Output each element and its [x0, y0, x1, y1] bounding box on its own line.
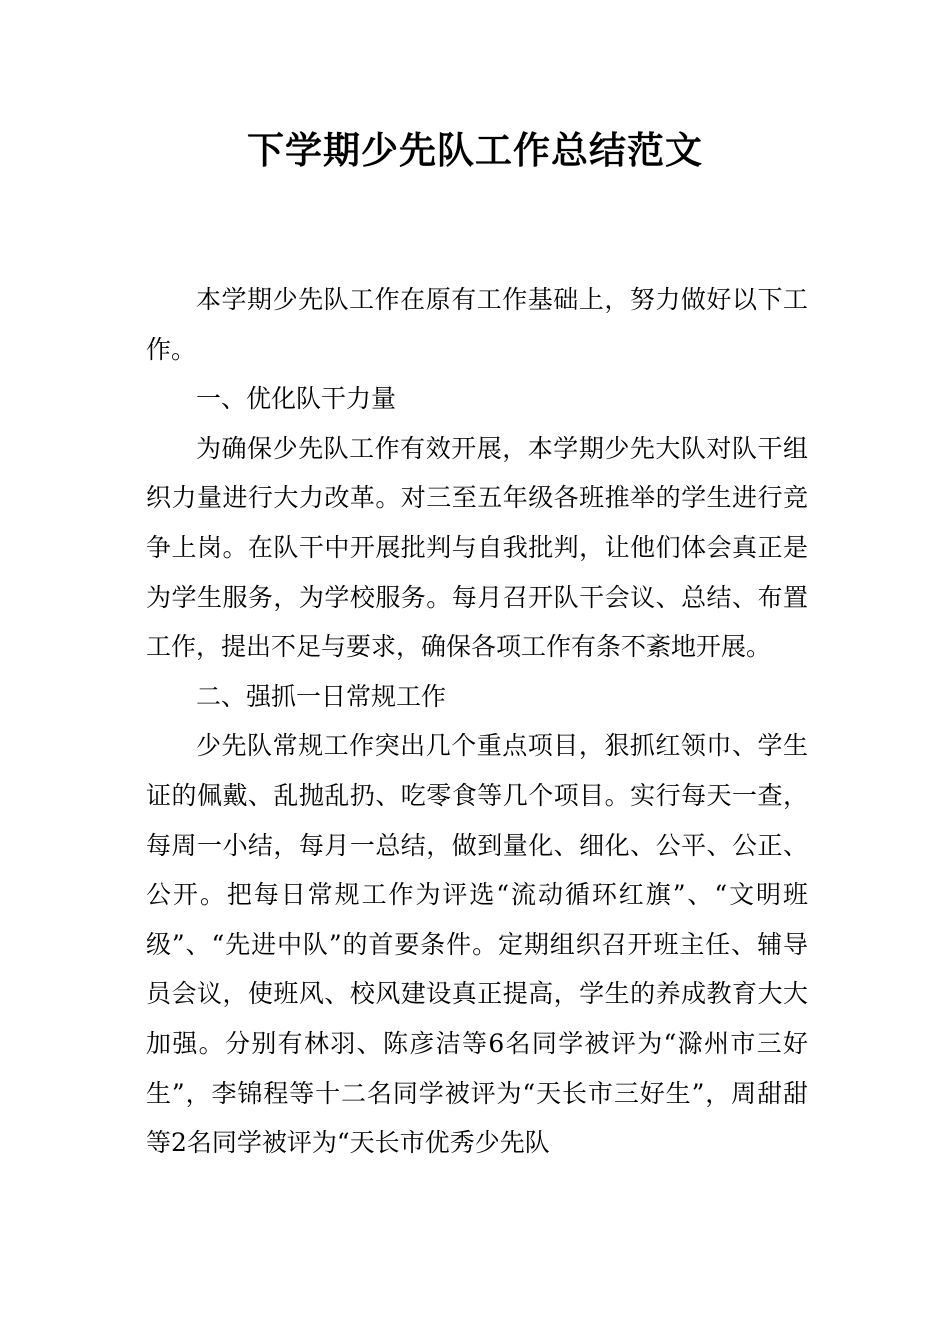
paragraph-intro: 本学期少先队工作在原有工作基础上，努力做好以下工作。: [146, 285, 808, 364]
paragraph-section-2: 少先队常规工作突出几个重点项目，狠抓红领巾、学生证的佩戴、乱抛乱扔、吃零食等几个项目。实行每天一查，每周一小结，每月一总结，做到量化、细化、公平、公正、公开。把每日常规工作为评选“流动循环红旗”、“文明班级”、“先进中队”的首要条件。定期组织召开班主任、辅导员会议，使班风、校风建设真正提高，学生的养成教育大大加强。分别有林羽、陈彦洁等6名同学被评为“滁州市三好生”，李锦程等十二名同学被评为“天长市三好生”，周甜甜等2名同学被评为“天长市优秀少先队: [146, 731, 808, 1158]
section-heading-2: 二、强抓一日常规工作: [196, 681, 447, 711]
document-body: [146, 275, 808, 1168]
section-heading-1: 一、优化队干力量: [196, 384, 397, 414]
document-title: 下学期少先队工作总结范文: [247, 129, 703, 172]
paragraph-section-1: 为确保少先队工作有效开展，本学期少先大队对队干组织力量进行大力改革。对三至五年级各班推举的学生进行竞争上岗。在队干中开展批判与自我批判，让他们体会真正是为学生服务，为学校服务。每月召开队干会议、总结、布置工作，提出不足与要求，确保各项工作有条不紊地开展。: [146, 433, 808, 662]
